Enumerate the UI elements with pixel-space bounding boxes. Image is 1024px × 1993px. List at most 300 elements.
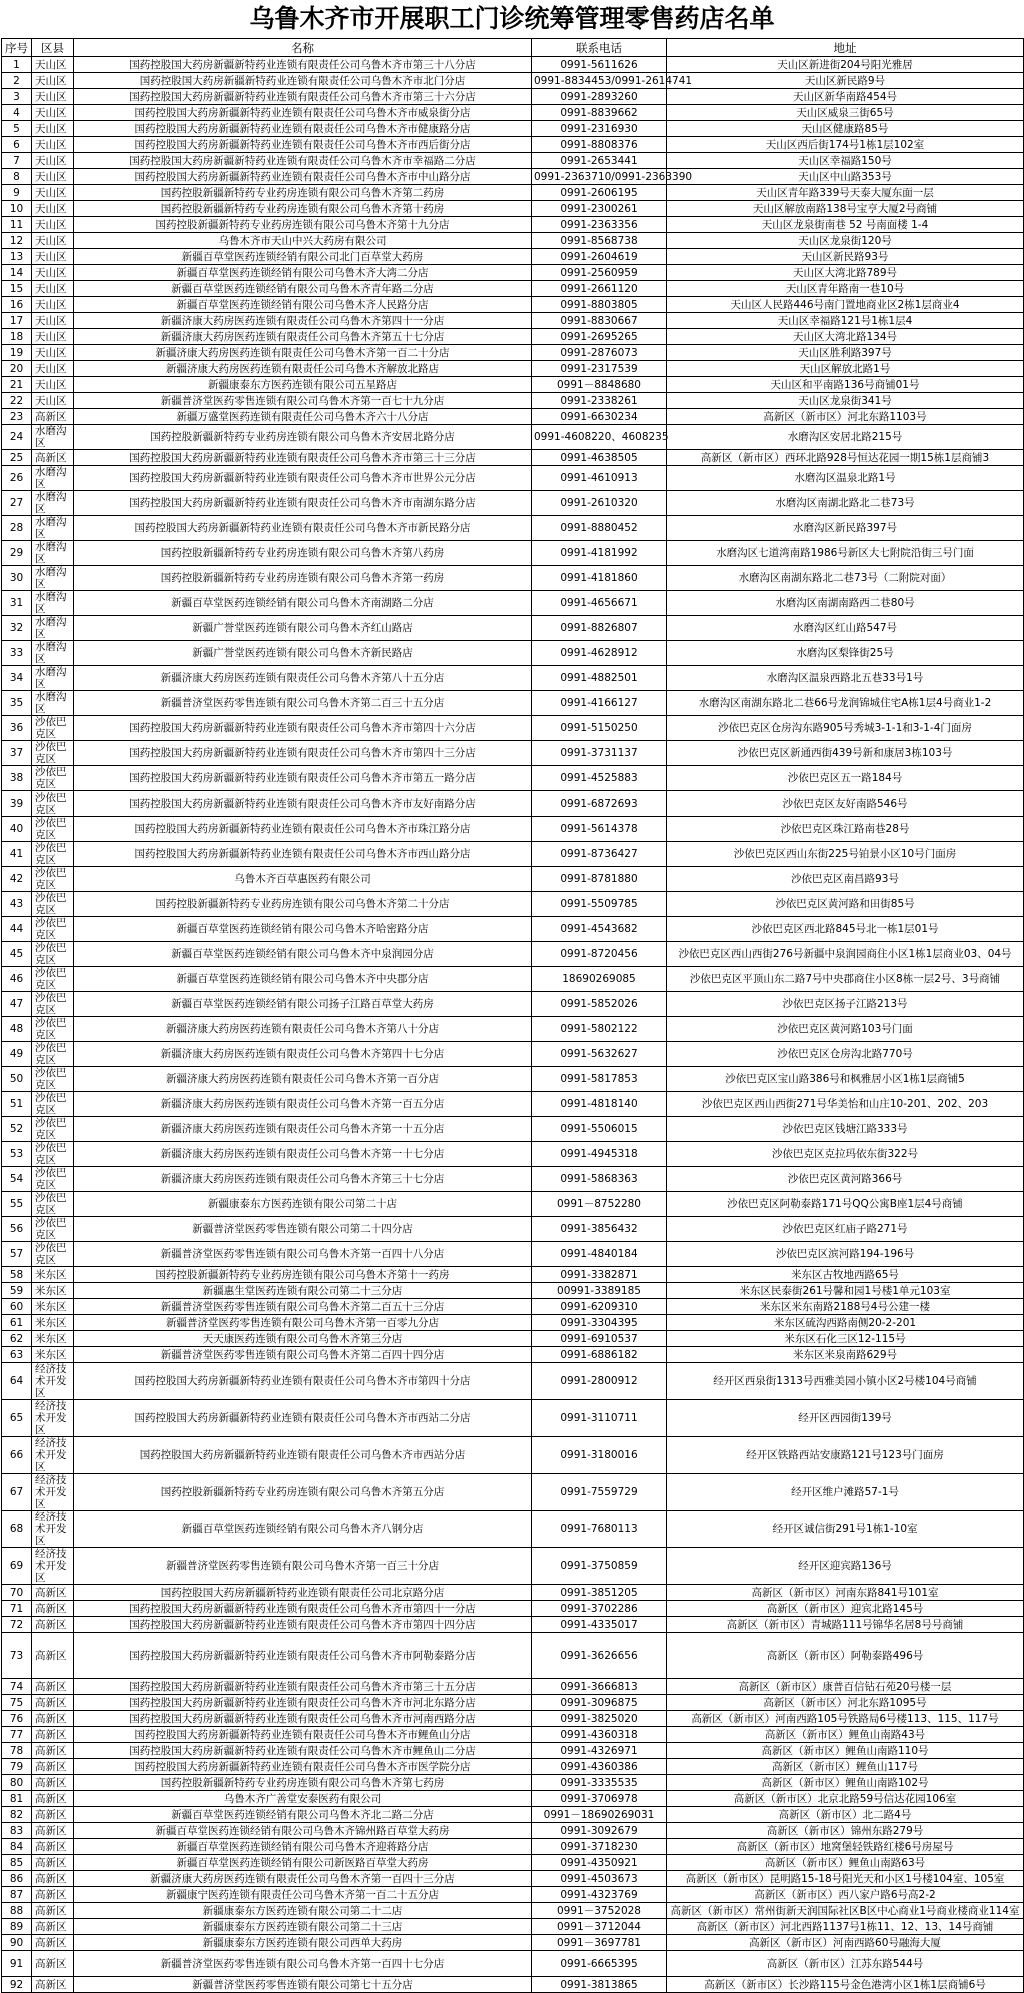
cell-name: 国药控股国大药房新疆新特药业连锁有限责任公司乌鲁木齐市第四十六分店 xyxy=(74,716,532,741)
cell-district: 天山区 xyxy=(32,233,74,249)
cell-name: 国药控股国大药房新疆新特药业连锁有限责任公司北京路分店 xyxy=(74,1585,532,1601)
cell-address: 经开区西泉街1313号西雅美园小镇小区2号楼104号商铺 xyxy=(667,1363,1024,1400)
cell-phone: 0991-2661120 xyxy=(532,281,667,297)
cell-district: 沙依巴克区 xyxy=(32,1092,74,1117)
cell-phone: 0991-4945318 xyxy=(532,1142,667,1167)
cell-district: 经济技术开发区 xyxy=(32,1548,74,1585)
cell-district: 天山区 xyxy=(32,249,74,265)
cell-name: 国药控股国大药房新疆新特药业连锁有限责任公司乌鲁木齐市幸福路二分店 xyxy=(74,153,532,169)
cell-district: 水磨沟区 xyxy=(32,516,74,541)
cell-district: 沙依巴克区 xyxy=(32,1217,74,1242)
cell-phone: 0991-4610913 xyxy=(532,466,667,491)
cell-district: 高新区 xyxy=(32,1617,74,1633)
cell-no: 85 xyxy=(2,1855,32,1871)
cell-address: 水磨沟区红山路547号 xyxy=(667,616,1024,641)
cell-address: 天山区大湾北路789号 xyxy=(667,265,1024,281)
table-row xyxy=(2,1267,1024,1283)
table-row xyxy=(2,153,1024,169)
cell-district: 米东区 xyxy=(32,1283,74,1299)
cell-district: 天山区 xyxy=(32,313,74,329)
cell-address: 沙依巴克区宝山路386号和枫雅居小区1栋1层商铺5 xyxy=(667,1067,1024,1092)
cell-no: 17 xyxy=(2,313,32,329)
table-row xyxy=(2,377,1024,393)
cell-phone: 0991-4656671 xyxy=(532,591,667,616)
cell-no: 58 xyxy=(2,1267,32,1283)
cell-no: 39 xyxy=(2,791,32,817)
cell-phone: 0991-6630234 xyxy=(532,409,667,425)
table-row xyxy=(2,265,1024,281)
cell-phone: 0991-7559729 xyxy=(532,1474,667,1511)
cell-name: 新疆普济堂医药零售连锁有限公司乌鲁木齐第二百四十四分店 xyxy=(74,1347,532,1363)
cell-no: 65 xyxy=(2,1400,32,1437)
cell-address: 高新区（新市区）河南西路105号铁路局6号楼113、115、117号 xyxy=(667,1711,1024,1727)
cell-no: 59 xyxy=(2,1283,32,1299)
cell-no: 10 xyxy=(2,201,32,217)
cell-no: 79 xyxy=(2,1759,32,1775)
table-row xyxy=(2,641,1024,666)
cell-district: 高新区 xyxy=(32,1871,74,1887)
cell-name: 国药控股国大药房新疆新特药业连锁有限责任公司乌鲁木齐市第四十分店 xyxy=(74,1363,532,1400)
cell-no: 68 xyxy=(2,1511,32,1548)
cell-name: 国药控股国大药房新疆新特药业连锁有限责任公司乌鲁木齐市西站分店 xyxy=(74,1437,532,1474)
table-row xyxy=(2,1042,1024,1067)
cell-address: 沙依巴克区西山西街271号华美怡和山庄10-201、202、203 xyxy=(667,1092,1024,1117)
cell-phone: 0991-2876073 xyxy=(532,345,667,361)
cell-address: 沙依巴克区黄河路366号 xyxy=(667,1167,1024,1192)
cell-name: 新疆济康大药房医药连锁有限责任公司乌鲁木齐第一百五分店 xyxy=(74,1092,532,1117)
cell-address: 沙依巴克区黄河路和田街85号 xyxy=(667,892,1024,917)
table-row xyxy=(2,491,1024,516)
cell-name: 新疆惠生堂医药连锁有限公司第二十三分店 xyxy=(74,1283,532,1299)
cell-no: 42 xyxy=(2,867,32,892)
cell-no: 83 xyxy=(2,1823,32,1839)
table-row xyxy=(2,57,1024,73)
cell-address: 天山区胜利路397号 xyxy=(667,345,1024,361)
cell-address: 高新区（新市区）阿勒泰路496号 xyxy=(667,1633,1024,1679)
cell-name: 新疆百草堂医药连锁经销有限公司乌鲁木齐北二路二分店 xyxy=(74,1807,532,1823)
cell-address: 高新区（新市区）昆明路15-18号阳光天和小区1号楼104室、105室 xyxy=(667,1871,1024,1887)
cell-address: 沙依巴克区仓房沟北路770号 xyxy=(667,1042,1024,1067)
cell-no: 30 xyxy=(2,566,32,591)
cell-no: 66 xyxy=(2,1437,32,1474)
cell-address: 高新区（新市区）江苏东路544号 xyxy=(667,1951,1024,1977)
cell-no: 19 xyxy=(2,345,32,361)
cell-district: 高新区 xyxy=(32,1633,74,1679)
cell-district: 高新区 xyxy=(32,1935,74,1951)
cell-name: 新疆百草堂医药连锁经销有限公司乌鲁木齐中泉润园分店 xyxy=(74,942,532,967)
cell-phone: 0991-4608220、4608235 xyxy=(532,425,667,450)
cell-no: 88 xyxy=(2,1903,32,1919)
cell-name: 国药控股新疆新特药专业药房连锁有限公司乌鲁木齐第二药房 xyxy=(74,185,532,201)
cell-district: 高新区 xyxy=(32,1823,74,1839)
cell-no: 29 xyxy=(2,541,32,566)
cell-no: 26 xyxy=(2,466,32,491)
cell-name: 新疆济康大药房医药连锁有限责任公司乌鲁木齐第八十五分店 xyxy=(74,666,532,691)
cell-name: 新疆百草堂医药连锁经销有限公司乌鲁木齐青年路二分店 xyxy=(74,281,532,297)
cell-phone: 0991-3813865 xyxy=(532,1977,667,1993)
cell-no: 12 xyxy=(2,233,32,249)
cell-name: 新疆济康大药房医药连锁有限责任公司乌鲁木齐第一百分店 xyxy=(74,1067,532,1092)
cell-phone: 0991-2604619 xyxy=(532,249,667,265)
cell-name: 新疆百草堂医药连锁经销有限公司乌鲁木齐大湾二分店 xyxy=(74,265,532,281)
cell-address: 高新区（新市区）北京北路59号信达花园106室 xyxy=(667,1791,1024,1807)
cell-address: 天山区大湾北路134号 xyxy=(667,329,1024,345)
cell-address: 沙依巴克区平顶山东二路7号中央郡商住小区8栋一层2号、3号商铺 xyxy=(667,967,1024,992)
cell-name: 新疆普济堂医药零售连锁有限公司乌鲁木齐第一百四十七分店 xyxy=(74,1951,532,1977)
cell-name: 新疆普济堂医药零售连锁有限公司乌鲁木齐第一百七十九分店 xyxy=(74,393,532,409)
table-row xyxy=(2,1855,1024,1871)
table-row xyxy=(2,409,1024,425)
cell-phone: 0991-8830667 xyxy=(532,313,667,329)
cell-address: 水磨沟区新民路397号 xyxy=(667,516,1024,541)
table-row xyxy=(2,1935,1024,1951)
cell-district: 高新区 xyxy=(32,1887,74,1903)
cell-phone: 0991-5868363 xyxy=(532,1167,667,1192)
cell-phone: 0991-3110711 xyxy=(532,1400,667,1437)
cell-district: 经济技术开发区 xyxy=(32,1363,74,1400)
cell-address: 沙依巴克区黄河路103号门面 xyxy=(667,1017,1024,1042)
cell-name: 国药控股国大药房新疆新特药业连锁有限责任公司乌鲁木齐市第三十五分店 xyxy=(74,1679,532,1695)
cell-name: 新疆济康大药房医药连锁有限责任公司乌鲁木齐第一百二十分店 xyxy=(74,345,532,361)
table-row xyxy=(2,967,1024,992)
cell-district: 水磨沟区 xyxy=(32,566,74,591)
cell-name: 新疆百草堂医药连锁经销有限公司乌鲁木齐人民路分店 xyxy=(74,297,532,313)
table-row xyxy=(2,766,1024,791)
cell-address: 高新区（新市区）迎宾北路145号 xyxy=(667,1601,1024,1617)
cell-address: 天山区解放南路138号宝亨大厦2号商铺 xyxy=(667,201,1024,217)
cell-name: 国药控股国大药房新疆新特药业连锁有限责任公司乌鲁木齐市威泉街分店 xyxy=(74,105,532,121)
cell-district: 沙依巴克区 xyxy=(32,1192,74,1217)
cell-phone: 0991-3731137 xyxy=(532,741,667,766)
cell-name: 新疆百草堂医药连锁经销有限公司乌鲁木齐锦州路百草堂大药房 xyxy=(74,1823,532,1839)
table-row xyxy=(2,329,1024,345)
table-row xyxy=(2,1347,1024,1363)
cell-name: 新疆济康大药房医药连锁有限责任公司乌鲁木齐解放北路店 xyxy=(74,361,532,377)
cell-phone: 0991-2338261 xyxy=(532,393,667,409)
table-row xyxy=(2,1167,1024,1192)
table-row xyxy=(2,361,1024,377)
cell-phone: 0991-3180016 xyxy=(532,1437,667,1474)
table-row xyxy=(2,313,1024,329)
table-row xyxy=(2,73,1024,89)
table-row xyxy=(2,169,1024,185)
cell-name: 新疆济康大药房医药连锁有限责任公司乌鲁木齐第四十一分店 xyxy=(74,313,532,329)
cell-address: 经开区维户滩路57-1号 xyxy=(667,1474,1024,1511)
table-row xyxy=(2,1437,1024,1474)
cell-no: 4 xyxy=(2,105,32,121)
cell-name: 新疆济康大药房医药连锁有限责任公司乌鲁木齐第一百四十三分店 xyxy=(74,1871,532,1887)
cell-no: 8 xyxy=(2,169,32,185)
cell-address: 沙依巴克区南昌路93号 xyxy=(667,867,1024,892)
cell-district: 水磨沟区 xyxy=(32,616,74,641)
cell-no: 92 xyxy=(2,1977,32,1993)
cell-address: 沙依巴克区阿勒泰路171号QQ公寓B座1层4号商铺 xyxy=(667,1192,1024,1217)
cell-address: 天山区新民路9号 xyxy=(667,73,1024,89)
cell-district: 高新区 xyxy=(32,1919,74,1935)
cell-district: 水磨沟区 xyxy=(32,591,74,616)
cell-district: 天山区 xyxy=(32,361,74,377)
cell-no: 77 xyxy=(2,1727,32,1743)
cell-district: 高新区 xyxy=(32,1759,74,1775)
cell-district: 天山区 xyxy=(32,185,74,201)
cell-district: 经济技术开发区 xyxy=(32,1474,74,1511)
table-row xyxy=(2,1117,1024,1142)
cell-district: 天山区 xyxy=(32,281,74,297)
cell-district: 水磨沟区 xyxy=(32,491,74,516)
table-row xyxy=(2,1315,1024,1331)
table-row xyxy=(2,1823,1024,1839)
table-header-row xyxy=(2,39,1024,57)
cell-address: 水磨沟区南湖北路北二巷73号 xyxy=(667,491,1024,516)
table-row xyxy=(2,425,1024,450)
cell-district: 天山区 xyxy=(32,345,74,361)
cell-district: 沙依巴克区 xyxy=(32,1042,74,1067)
cell-address: 沙依巴克区珠江路南巷28号 xyxy=(667,817,1024,842)
cell-phone: 0991-4503673 xyxy=(532,1871,667,1887)
cell-district: 天山区 xyxy=(32,329,74,345)
cell-address: 经开区铁路西站安康路121号123号门面房 xyxy=(667,1437,1024,1474)
cell-no: 3 xyxy=(2,89,32,105)
cell-phone: 0991-4360318 xyxy=(532,1727,667,1743)
cell-district: 天山区 xyxy=(32,73,74,89)
cell-address: 天山区龙泉街120号 xyxy=(667,233,1024,249)
cell-phone: 0991-3702286 xyxy=(532,1601,667,1617)
cell-no: 89 xyxy=(2,1919,32,1935)
table-row xyxy=(2,1711,1024,1727)
cell-address: 天山区中山路353号 xyxy=(667,169,1024,185)
cell-no: 45 xyxy=(2,942,32,967)
cell-address: 天山区西后街174号1栋1层102室 xyxy=(667,137,1024,153)
cell-address: 天山区威泉三街65号 xyxy=(667,105,1024,121)
cell-name: 国药控股国大药房新疆新特药业连锁有限责任公司乌鲁木齐市南湖东路分店 xyxy=(74,491,532,516)
cell-phone: 0991-8826807 xyxy=(532,616,667,641)
cell-name: 新疆普济堂医药零售连锁有限公司乌鲁木齐第一百三十分店 xyxy=(74,1548,532,1585)
cell-district: 沙依巴克区 xyxy=(32,917,74,942)
cell-phone: 0991-3825020 xyxy=(532,1711,667,1727)
cell-name: 新疆普济堂医药零售连锁有限公司乌鲁木齐第二百三十五分店 xyxy=(74,691,532,716)
table-row xyxy=(2,1400,1024,1437)
cell-name: 国药控股新疆新特药专业药房连锁有限公司乌鲁木齐第十九分店 xyxy=(74,217,532,233)
cell-address: 高新区（新市区）河南东路841号101室 xyxy=(667,1585,1024,1601)
table-row xyxy=(2,1743,1024,1759)
table-row xyxy=(2,1807,1024,1823)
cell-address: 高新区（新市区）河北东路1103号 xyxy=(667,409,1024,425)
cell-name: 国药控股国大药房新疆新特药业连锁有限责任公司乌鲁木齐市鲤鱼山二分店 xyxy=(74,1743,532,1759)
cell-no: 15 xyxy=(2,281,32,297)
cell-phone: 0991-4323769 xyxy=(532,1887,667,1903)
cell-address: 天山区健康路85号 xyxy=(667,121,1024,137)
table-row xyxy=(2,1791,1024,1807)
cell-phone: 18690269085 xyxy=(532,967,667,992)
header-no: 序号 xyxy=(2,39,32,57)
cell-no: 16 xyxy=(2,297,32,313)
cell-phone: 0991-3092679 xyxy=(532,1823,667,1839)
table-row xyxy=(2,1775,1024,1791)
cell-name: 新疆百草堂医药连锁经销有限公司扬子江路百草堂大药房 xyxy=(74,992,532,1017)
cell-address: 米东区硫沟西路南侧20-2-201 xyxy=(667,1315,1024,1331)
cell-phone: 0991－3752028 xyxy=(532,1903,667,1919)
cell-name: 新疆普济堂医药零售连锁有限公司乌鲁木齐第一百四十八分店 xyxy=(74,1242,532,1267)
cell-district: 沙依巴克区 xyxy=(32,892,74,917)
cell-phone: 0991-3382871 xyxy=(532,1267,667,1283)
cell-no: 56 xyxy=(2,1217,32,1242)
cell-phone: 0991-2653441 xyxy=(532,153,667,169)
cell-no: 18 xyxy=(2,329,32,345)
cell-address: 高新区（新市区）河北西路1137号1栋11、12、13、14号商铺 xyxy=(667,1919,1024,1935)
table-row xyxy=(2,345,1024,361)
cell-no: 43 xyxy=(2,892,32,917)
cell-address: 高新区（新市区）康普百信钻石苑20号楼一层 xyxy=(667,1679,1024,1695)
cell-phone: 0991-8808376 xyxy=(532,137,667,153)
cell-no: 75 xyxy=(2,1695,32,1711)
cell-phone: 0991-8736427 xyxy=(532,842,667,867)
table-row xyxy=(2,791,1024,817)
cell-district: 沙依巴克区 xyxy=(32,1067,74,1092)
cell-no: 64 xyxy=(2,1363,32,1400)
cell-district: 高新区 xyxy=(32,1855,74,1871)
cell-district: 高新区 xyxy=(32,1951,74,1977)
cell-district: 高新区 xyxy=(32,1903,74,1919)
cell-no: 49 xyxy=(2,1042,32,1067)
cell-phone: 0991-2316930 xyxy=(532,121,667,137)
cell-address: 沙依巴克区新通西街439号新和康居3栋103号 xyxy=(667,741,1024,766)
cell-district: 米东区 xyxy=(32,1267,74,1283)
cell-address: 天山区青年路南一巷10号 xyxy=(667,281,1024,297)
cell-district: 天山区 xyxy=(32,265,74,281)
cell-name: 乌鲁木齐广善堂安泰医药有限公司 xyxy=(74,1791,532,1807)
cell-no: 41 xyxy=(2,842,32,867)
cell-no: 22 xyxy=(2,393,32,409)
cell-name: 新疆济康大药房医药连锁有限责任公司乌鲁木齐第八十分店 xyxy=(74,1017,532,1042)
table-row xyxy=(2,1474,1024,1511)
table-row xyxy=(2,1839,1024,1855)
table-row xyxy=(2,516,1024,541)
cell-no: 71 xyxy=(2,1601,32,1617)
cell-name: 新疆普济堂医药零售连锁有限公司乌鲁木齐第一百零九分店 xyxy=(74,1315,532,1331)
table-row xyxy=(2,89,1024,105)
cell-name: 国药控股国大药房新疆新特药业连锁有限责任公司乌鲁木齐市新民路分店 xyxy=(74,516,532,541)
header-name: 名称 xyxy=(74,39,532,57)
table-row xyxy=(2,1871,1024,1887)
cell-address: 天山区幸福路150号 xyxy=(667,153,1024,169)
cell-phone: 0991-4350921 xyxy=(532,1855,667,1871)
cell-name: 新疆济康大药房医药连锁有限责任公司乌鲁木齐第五十七分店 xyxy=(74,329,532,345)
cell-phone: 0991-4181860 xyxy=(532,566,667,591)
table-row xyxy=(2,217,1024,233)
cell-name: 国药控股国大药房新疆新特药业连锁有限责任公司乌鲁木齐市健康路分店 xyxy=(74,121,532,137)
cell-phone: 0991-5852026 xyxy=(532,992,667,1017)
cell-address: 高新区（新市区）西环北路928号恒达花园一期15栋1层商铺3 xyxy=(667,450,1024,466)
cell-district: 天山区 xyxy=(32,137,74,153)
cell-district: 沙依巴克区 xyxy=(32,992,74,1017)
cell-phone: 0991-5802122 xyxy=(532,1017,667,1042)
cell-name: 新疆康泰东方医药连锁有限公司第二十三店 xyxy=(74,1919,532,1935)
cell-address: 沙依巴克区友好南路546号 xyxy=(667,791,1024,817)
cell-no: 32 xyxy=(2,616,32,641)
cell-address: 水磨沟区七道湾南路1986号新区大七附院沿街三号门面 xyxy=(667,541,1024,566)
cell-district: 高新区 xyxy=(32,1775,74,1791)
cell-phone: 0991-4818140 xyxy=(532,1092,667,1117)
cell-phone: 0991-4543682 xyxy=(532,917,667,942)
cell-name: 国药控股新疆新特药专业药房连锁有限公司乌鲁木齐第二十分店 xyxy=(74,892,532,917)
cell-phone: 0991-2317539 xyxy=(532,361,667,377)
cell-district: 天山区 xyxy=(32,153,74,169)
cell-no: 5 xyxy=(2,121,32,137)
cell-no: 37 xyxy=(2,741,32,766)
cell-district: 天山区 xyxy=(32,297,74,313)
table-row xyxy=(2,1017,1024,1042)
cell-no: 28 xyxy=(2,516,32,541)
cell-address: 水磨沟区南湖东路北二巷73号（二附院对面） xyxy=(667,566,1024,591)
cell-name: 新疆百草堂医药连锁经销有限公司北门百草堂大药房 xyxy=(74,249,532,265)
cell-name: 国药控股新疆新特药专业药房连锁有限公司乌鲁木齐第八药房 xyxy=(74,541,532,566)
cell-district: 米东区 xyxy=(32,1331,74,1347)
cell-district: 高新区 xyxy=(32,1727,74,1743)
cell-district: 天山区 xyxy=(32,201,74,217)
cell-address: 高新区（新市区）西八家户路6号高2-2 xyxy=(667,1887,1024,1903)
cell-phone: 0991-4840184 xyxy=(532,1242,667,1267)
cell-address: 沙依巴克区西山西街276号新疆中泉润园商住小区1栋1层商业03、04号 xyxy=(667,942,1024,967)
cell-name: 国药控股国大药房新疆新特药业连锁有限责任公司乌鲁木齐市珠江路分店 xyxy=(74,817,532,842)
table-row xyxy=(2,992,1024,1017)
cell-no: 21 xyxy=(2,377,32,393)
cell-district: 水磨沟区 xyxy=(32,466,74,491)
cell-address: 高新区（新市区）鲤鱼山南路110号 xyxy=(667,1743,1024,1759)
cell-district: 高新区 xyxy=(32,409,74,425)
cell-district: 高新区 xyxy=(32,1743,74,1759)
cell-address: 天山区新华南路454号 xyxy=(667,89,1024,105)
cell-phone: 0991-4335017 xyxy=(532,1617,667,1633)
cell-no: 73 xyxy=(2,1633,32,1679)
table-row xyxy=(2,1331,1024,1347)
cell-district: 高新区 xyxy=(32,1679,74,1695)
cell-no: 13 xyxy=(2,249,32,265)
cell-phone: 0991-8880452 xyxy=(532,516,667,541)
cell-name: 国药控股国大药房新疆新特药业连锁有限责任公司乌鲁木齐市西站二分店 xyxy=(74,1400,532,1437)
cell-address: 沙依巴克区西山东街225号铂景小区10号门面房 xyxy=(667,842,1024,867)
cell-no: 80 xyxy=(2,1775,32,1791)
table-row xyxy=(2,691,1024,716)
cell-address: 高新区（新市区）鲤鱼山117号 xyxy=(667,1759,1024,1775)
table-row xyxy=(2,566,1024,591)
table-row xyxy=(2,741,1024,766)
cell-name: 新疆康泰东方医药连锁有限公司第二十店 xyxy=(74,1192,532,1217)
cell-address: 高新区（新市区）常州街新天润国际社区B区中心商业1号商业楼商业114室 xyxy=(667,1903,1024,1919)
cell-phone: 0991-3096875 xyxy=(532,1695,667,1711)
cell-phone: 0991-2800912 xyxy=(532,1363,667,1400)
cell-address: 高新区（新市区）河南西路60号融海大厦 xyxy=(667,1935,1024,1951)
cell-name: 国药控股国大药房新疆新特药业连锁有限责任公司乌鲁木齐市第五一路分店 xyxy=(74,766,532,791)
table-row xyxy=(2,616,1024,641)
cell-name: 乌鲁木齐百草惠医药有限公司 xyxy=(74,867,532,892)
cell-no: 86 xyxy=(2,1871,32,1887)
cell-address: 沙依巴克区五一路184号 xyxy=(667,766,1024,791)
cell-district: 沙依巴克区 xyxy=(32,867,74,892)
cell-name: 新疆百草堂医药连锁经销有限公司新医路百草堂大药房 xyxy=(74,1855,532,1871)
table-row xyxy=(2,817,1024,842)
cell-phone: 0991-6209310 xyxy=(532,1299,667,1315)
cell-phone: 0991-5614378 xyxy=(532,817,667,842)
cell-no: 76 xyxy=(2,1711,32,1727)
table-row xyxy=(2,297,1024,313)
table-row xyxy=(2,1192,1024,1217)
table-row xyxy=(2,393,1024,409)
cell-no: 44 xyxy=(2,917,32,942)
cell-district: 沙依巴克区 xyxy=(32,766,74,791)
cell-address: 天山区解放北路1号 xyxy=(667,361,1024,377)
table-row xyxy=(2,591,1024,616)
cell-address: 高新区（新市区）锦州东路279号 xyxy=(667,1823,1024,1839)
